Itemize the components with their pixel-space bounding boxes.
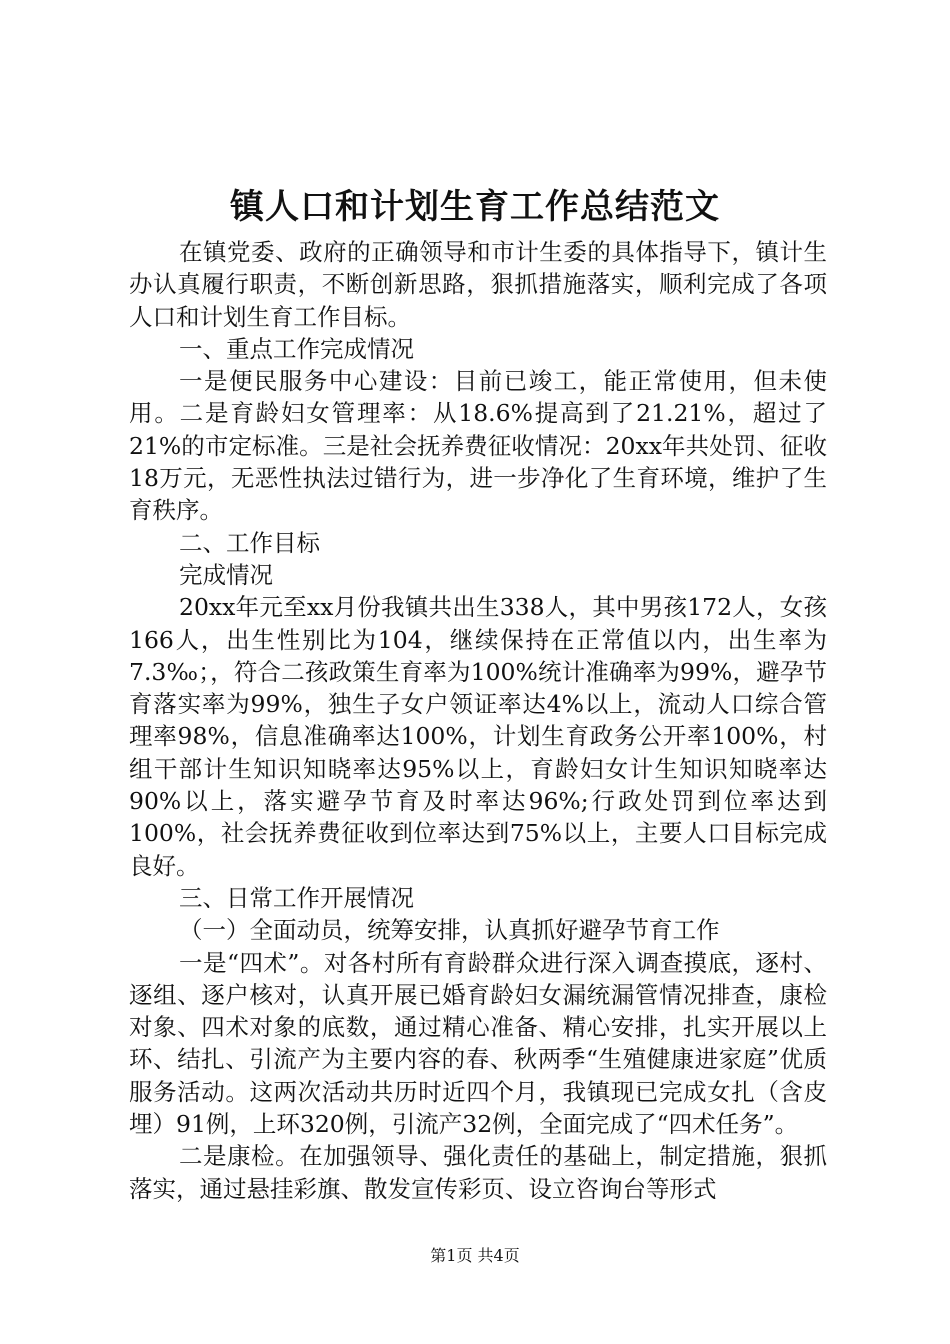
document-title: 镇人口和计划生育工作总结范文 <box>230 187 720 227</box>
section-heading-3: 三、日常工作开展情况 <box>179 883 414 912</box>
paragraph-health-check: 二是康检。在加强领导、强化责任的基础上，制定措施，狠抓落实，通过悬挂彩旗、散发宣传彩页、设立咨询台等形式 <box>129 1142 827 1203</box>
paragraph-four-procedures: 一是“四术”。对各村所有育龄群众进行深入调查摸底，逐村、逐组、逐户核对，认真开展已婚育龄妇女漏统漏管情况排查，康检对象、四术对象的底数，通过精心准备、精心安排，扎实开展以上环、结扎、引流产为主要内容的春、秋两季“生殖健康进家庭”优质服务活动。这两次活动共历时近四个月，我镇现已完成女扎（含皮埋）91例，上环320例，引流产32例，全面完成了“四术任务”。 <box>129 948 827 1139</box>
subheading-completion: 完成情况 <box>179 560 273 589</box>
subheading-contraception: （一）全面动员，统筹安排，认真抓好避孕节育工作 <box>179 916 720 945</box>
paragraph-key-work: 一是便民服务中心建设：目前已竣工，能正常使用，但未使用。二是育龄妇女管理率：从18.6%提高到了21.21%，超过了21%的市定标准。三是社会抚养费征收情况：20xx年共处罚、征收18万元，无恶性执法过错行为，进一步净化了生育环境，维护了生育秩序。 <box>129 367 827 525</box>
document-body <box>129 236 827 1205</box>
page-footer: 第1页 共4页 <box>430 1246 520 1265</box>
section-heading-1: 一、重点工作完成情况 <box>179 334 414 363</box>
section-heading-2: 二、工作目标 <box>179 528 320 557</box>
paragraph-intro: 在镇党委、政府的正确领导和市计生委的具体指导下，镇计生办认真履行职责，不断创新思路，狠抓措施落实，顺利完成了各项人口和计划生育工作目标。 <box>129 238 827 331</box>
paragraph-statistics: 20xx年元至xx月份我镇共出生338人，其中男孩172人，女孩166人，出生性别比为104，继续保持在正常值以内，出生率为7.3‰；，符合二孩政策生育率为100%统计准确率为99%，避孕节育落实率为99%，独生子女户领证率达4%以上，流动人口综合管理率98%，信息准确率达100%，计划生育政务公开率100%，村组干部计生知识知晓率达95%以上，育龄妇女计生知识知晓率达90%以上，落实避孕节育及时率达96%;行政处罚到位率达到100%，社会抚养费征收到位率达到75%以上，主要人口目标完成良好。 <box>129 593 827 880</box>
